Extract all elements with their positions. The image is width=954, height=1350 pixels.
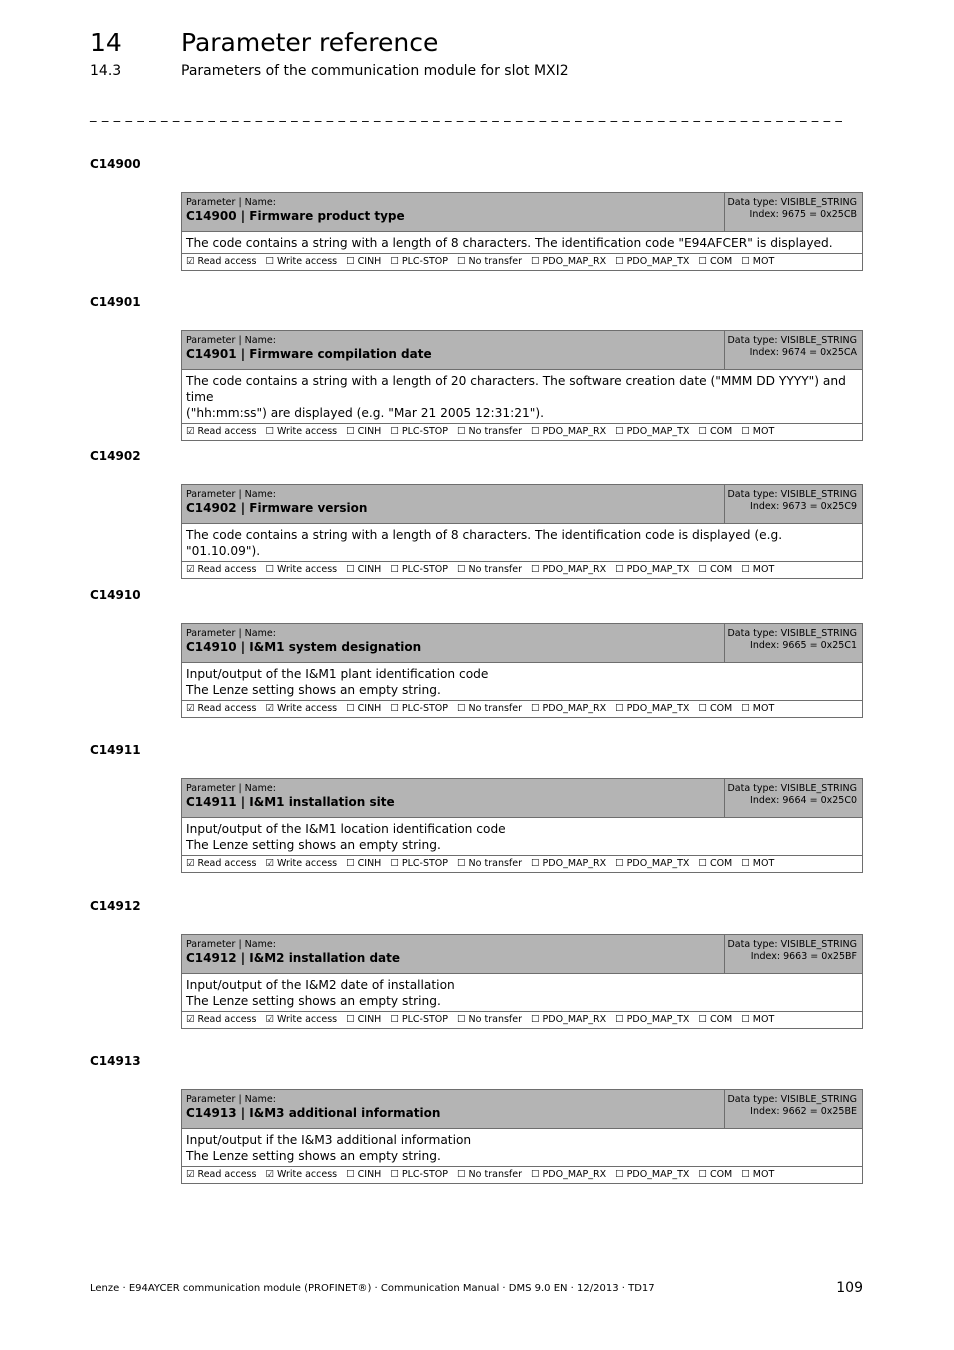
param-name: C14913 | I&M3 additional information xyxy=(186,1106,441,1120)
flag-read-access: ☑ Read access xyxy=(186,426,257,437)
flag-pdo-map-rx: ☐ PDO_MAP_RX xyxy=(531,703,607,714)
access-flags xyxy=(182,254,862,270)
param-name: C14912 | I&M2 installation date xyxy=(186,951,401,965)
param-table-header xyxy=(182,935,862,974)
param-index: Index: 9663 = 0x25BF xyxy=(750,951,857,962)
flag-pdo-map-tx: ☐ PDO_MAP_TX xyxy=(615,703,690,714)
param-table xyxy=(181,484,863,579)
data-type: Data type: VISIBLE_STRING xyxy=(727,335,857,346)
flag-read-access: ☑ Read access xyxy=(186,256,257,267)
flag-no-transfer: ☐ No transfer xyxy=(457,426,523,437)
flag-pdo-map-tx: ☐ PDO_MAP_TX xyxy=(615,1169,690,1180)
flag-write-access: ☐ Write access xyxy=(265,426,338,437)
param-heading: C14911 xyxy=(90,743,141,757)
param-table xyxy=(181,623,863,718)
access-flags xyxy=(182,1012,862,1028)
data-type: Data type: VISIBLE_STRING xyxy=(727,939,857,950)
param-table xyxy=(181,778,863,873)
flag-com: ☐ COM xyxy=(698,426,733,437)
flag-no-transfer: ☐ No transfer xyxy=(457,858,523,869)
flag-read-access: ☑ Read access xyxy=(186,564,257,575)
description-line: The code contains a string with a length of 8 characters. The identification code "E94AFCER" is displayed. xyxy=(186,236,833,250)
flag-com: ☐ COM xyxy=(698,564,733,575)
access-flags xyxy=(182,701,862,717)
param-table-header xyxy=(182,779,862,818)
flag-pdo-map-rx: ☐ PDO_MAP_RX xyxy=(531,564,607,575)
param-name-label: Parameter | Name: xyxy=(186,489,276,500)
flag-pdo-map-rx: ☐ PDO_MAP_RX xyxy=(531,256,607,267)
flag-plc-stop: ☐ PLC-STOP xyxy=(390,1169,449,1180)
flag-mot: ☐ MOT xyxy=(741,564,775,575)
param-name-label: Parameter | Name: xyxy=(186,197,276,208)
flag-pdo-map-tx: ☐ PDO_MAP_TX xyxy=(615,426,690,437)
param-index: Index: 9673 = 0x25C9 xyxy=(750,501,857,512)
flag-com: ☐ COM xyxy=(698,256,733,267)
flag-pdo-map-rx: ☐ PDO_MAP_RX xyxy=(531,1169,607,1180)
flag-read-access: ☑ Read access xyxy=(186,1014,257,1025)
param-name: C14900 | Firmware product type xyxy=(186,209,405,223)
flag-mot: ☐ MOT xyxy=(741,1014,775,1025)
param-heading: C14910 xyxy=(90,588,141,602)
param-name: C14901 | Firmware compilation date xyxy=(186,347,432,361)
flag-com: ☐ COM xyxy=(698,703,733,714)
description-line-2: The Lenze setting shows an empty string. xyxy=(186,1149,441,1163)
description-line-2: The Lenze setting shows an empty string. xyxy=(186,994,441,1008)
param-description xyxy=(182,524,862,562)
flag-pdo-map-rx: ☐ PDO_MAP_RX xyxy=(531,426,607,437)
flag-write-access: ☑ Write access xyxy=(265,858,338,869)
flag-write-access: ☐ Write access xyxy=(265,256,338,267)
flag-com: ☐ COM xyxy=(698,858,733,869)
data-type: Data type: VISIBLE_STRING xyxy=(727,628,857,639)
description-line: Input/output of the I&M1 location identification code xyxy=(186,822,506,836)
param-description xyxy=(182,370,862,424)
param-description xyxy=(182,1129,862,1167)
flag-plc-stop: ☐ PLC-STOP xyxy=(390,858,449,869)
param-name-label: Parameter | Name: xyxy=(186,939,276,950)
param-description xyxy=(182,974,862,1012)
flag-no-transfer: ☐ No transfer xyxy=(457,256,523,267)
flag-mot: ☐ MOT xyxy=(741,858,775,869)
param-table-header xyxy=(182,331,862,370)
data-type: Data type: VISIBLE_STRING xyxy=(727,197,857,208)
param-index: Index: 9665 = 0x25C1 xyxy=(750,640,857,651)
chapter-title: Parameter reference xyxy=(181,28,439,57)
param-description xyxy=(182,232,862,254)
flag-cinh: ☐ CINH xyxy=(346,1169,382,1180)
flag-plc-stop: ☐ PLC-STOP xyxy=(390,426,449,437)
param-table-header xyxy=(182,1090,862,1129)
param-index: Index: 9664 = 0x25C0 xyxy=(750,795,857,806)
flag-pdo-map-tx: ☐ PDO_MAP_TX xyxy=(615,858,690,869)
description-line-2: The Lenze setting shows an empty string. xyxy=(186,683,441,697)
flag-mot: ☐ MOT xyxy=(741,256,775,267)
flag-pdo-map-tx: ☐ PDO_MAP_TX xyxy=(615,256,690,267)
flag-write-access: ☑ Write access xyxy=(265,703,338,714)
flag-no-transfer: ☐ No transfer xyxy=(457,1014,523,1025)
flag-read-access: ☑ Read access xyxy=(186,1169,257,1180)
data-type: Data type: VISIBLE_STRING xyxy=(727,489,857,500)
description-line: Input/output of the I&M1 plant identification code xyxy=(186,667,489,681)
access-flags xyxy=(182,562,862,578)
param-table xyxy=(181,330,863,441)
flag-no-transfer: ☐ No transfer xyxy=(457,703,523,714)
header-separator: _ _ _ _ _ _ _ _ _ _ _ _ _ _ _ _ _ _ _ _ _ _ _ _ _ _ _ _ _ _ _ _ _ _ _ _ _ _ _ _ _ _ _ _ _ _ _ _ _ _ _ _ _ _ _ _ _ _ _ _ _ _ _ _ xyxy=(90,108,843,123)
flag-pdo-map-tx: ☐ PDO_MAP_TX xyxy=(615,564,690,575)
flag-pdo-map-rx: ☐ PDO_MAP_RX xyxy=(531,1014,607,1025)
flag-cinh: ☐ CINH xyxy=(346,256,382,267)
flag-plc-stop: ☐ PLC-STOP xyxy=(390,256,449,267)
param-table xyxy=(181,1089,863,1184)
param-table-header xyxy=(182,485,862,524)
param-heading: C14912 xyxy=(90,899,141,913)
param-description xyxy=(182,663,862,701)
param-name: C14911 | I&M1 installation site xyxy=(186,795,395,809)
description-line: Input/output if the I&M3 additional information xyxy=(186,1133,472,1147)
flag-mot: ☐ MOT xyxy=(741,703,775,714)
description-line: The code contains a string with a length of 8 characters. The identification code is displayed (e.g. "01.10.09"). xyxy=(186,528,783,558)
page-number: 109 xyxy=(836,1280,863,1296)
flag-pdo-map-rx: ☐ PDO_MAP_RX xyxy=(531,858,607,869)
chapter-number: 14 xyxy=(90,28,122,57)
param-table xyxy=(181,934,863,1029)
flag-cinh: ☐ CINH xyxy=(346,1014,382,1025)
description-line: Input/output of the I&M2 date of installation xyxy=(186,978,455,992)
section-number: 14.3 xyxy=(90,63,122,79)
data-type: Data type: VISIBLE_STRING xyxy=(727,1094,857,1105)
flag-cinh: ☐ CINH xyxy=(346,564,382,575)
flag-mot: ☐ MOT xyxy=(741,426,775,437)
param-name: C14902 | Firmware version xyxy=(186,501,368,515)
param-index: Index: 9675 = 0x25CB xyxy=(749,209,857,220)
description-line-2: The Lenze setting shows an empty string. xyxy=(186,838,441,852)
flag-plc-stop: ☐ PLC-STOP xyxy=(390,703,449,714)
param-name: C14910 | I&M1 system designation xyxy=(186,640,422,654)
description-line: The code contains a string with a length of 20 characters. The software creation date ("MMM DD YYYY") and time xyxy=(186,374,846,404)
flag-cinh: ☐ CINH xyxy=(346,858,382,869)
data-type: Data type: VISIBLE_STRING xyxy=(727,783,857,794)
flag-cinh: ☐ CINH xyxy=(346,703,382,714)
param-table-header xyxy=(182,193,862,232)
flag-write-access: ☑ Write access xyxy=(265,1014,338,1025)
flag-read-access: ☑ Read access xyxy=(186,703,257,714)
param-heading: C14900 xyxy=(90,157,141,171)
param-heading: C14902 xyxy=(90,449,141,463)
param-name-label: Parameter | Name: xyxy=(186,335,276,346)
section-title: Parameters of the communication module for slot MXI2 xyxy=(181,63,569,79)
param-index: Index: 9674 = 0x25CA xyxy=(749,347,857,358)
flag-plc-stop: ☐ PLC-STOP xyxy=(390,564,449,575)
param-description xyxy=(182,818,862,856)
flag-write-access: ☑ Write access xyxy=(265,1169,338,1180)
flag-read-access: ☑ Read access xyxy=(186,858,257,869)
flag-plc-stop: ☐ PLC-STOP xyxy=(390,1014,449,1025)
access-flags xyxy=(182,856,862,872)
param-index: Index: 9662 = 0x25BE xyxy=(750,1106,857,1117)
flag-write-access: ☐ Write access xyxy=(265,564,338,575)
access-flags xyxy=(182,424,862,440)
flag-cinh: ☐ CINH xyxy=(346,426,382,437)
param-name-label: Parameter | Name: xyxy=(186,1094,276,1105)
flag-com: ☐ COM xyxy=(698,1169,733,1180)
param-heading: C14901 xyxy=(90,295,141,309)
flag-com: ☐ COM xyxy=(698,1014,733,1025)
access-flags xyxy=(182,1167,862,1183)
flag-no-transfer: ☐ No transfer xyxy=(457,1169,523,1180)
footer-text: Lenze · E94AYCER communication module (PROFINET®) · Communication Manual · DMS 9.0 EN · 12/2013 · TD17 xyxy=(90,1283,655,1294)
param-name-label: Parameter | Name: xyxy=(186,783,276,794)
flag-pdo-map-tx: ☐ PDO_MAP_TX xyxy=(615,1014,690,1025)
param-table-header xyxy=(182,624,862,663)
param-heading: C14913 xyxy=(90,1054,141,1068)
param-table xyxy=(181,192,863,271)
description-line-2: ("hh:mm:ss") are displayed (e.g. "Mar 21 2005 12:31:21"). xyxy=(186,406,544,420)
param-name-label: Parameter | Name: xyxy=(186,628,276,639)
flag-mot: ☐ MOT xyxy=(741,1169,775,1180)
flag-no-transfer: ☐ No transfer xyxy=(457,564,523,575)
